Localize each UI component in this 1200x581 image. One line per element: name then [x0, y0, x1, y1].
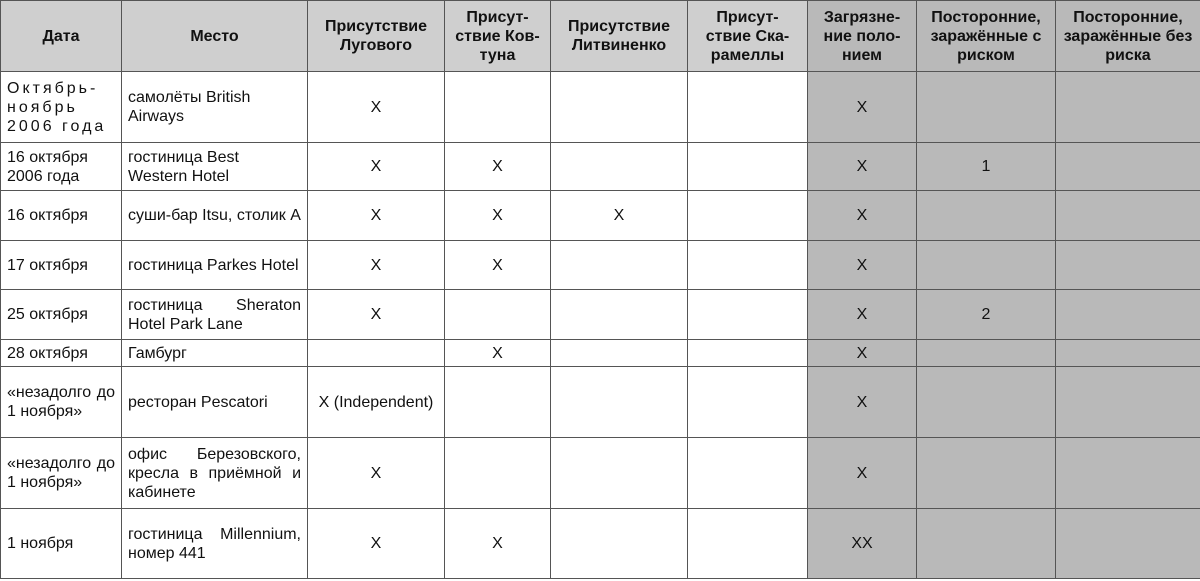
scaramella-cell [688, 438, 808, 509]
date-cell: «незадолго до 1 ноября» [1, 438, 122, 509]
outsiders-risk-cell: 2 [917, 290, 1056, 340]
scaramella-cell [688, 241, 808, 290]
scaramella-cell [688, 72, 808, 143]
place-cell: ресторан Pescatori [122, 367, 308, 438]
outsiders-risk-cell [917, 241, 1056, 290]
table-row [1, 241, 1200, 290]
table-row [1, 367, 1200, 438]
outsiders-risk-cell [917, 340, 1056, 367]
table-header [1, 1, 1200, 72]
date-cell: 28 октября [1, 340, 122, 367]
kovtun-cell [445, 438, 551, 509]
contamination-cell: X [808, 290, 917, 340]
outsiders-no-risk-cell [1056, 367, 1200, 438]
litvinenko-cell [551, 72, 688, 143]
outsiders-no-risk-cell [1056, 191, 1200, 241]
place-cell: гостиница Parkes Hotel [122, 241, 308, 290]
date-cell: 16 октября [1, 191, 122, 241]
outsiders-risk-cell [917, 438, 1056, 509]
scaramella-cell [688, 143, 808, 191]
outsiders-risk-cell [917, 191, 1056, 241]
table-row [1, 340, 1200, 367]
table-row [1, 290, 1200, 340]
date-cell: 17 октября [1, 241, 122, 290]
scaramella-cell [688, 509, 808, 579]
outsiders-no-risk-cell [1056, 438, 1200, 509]
contamination-cell: X [808, 191, 917, 241]
lugovoy-cell: X (Independent) [308, 367, 445, 438]
scaramella-cell [688, 340, 808, 367]
lugovoy-cell: X [308, 438, 445, 509]
header-row [1, 1, 1200, 72]
contamination-cell: X [808, 143, 917, 191]
lugovoy-cell: X [308, 509, 445, 579]
outsiders-risk-cell: 1 [917, 143, 1056, 191]
lugovoy-cell: X [308, 290, 445, 340]
kovtun-cell: X [445, 340, 551, 367]
table-row [1, 143, 1200, 191]
header-outsiders-at-risk: Посторонние, заражённые с риском [917, 1, 1056, 72]
litvinenko-cell [551, 509, 688, 579]
contamination-cell: X [808, 340, 917, 367]
outsiders-risk-cell [917, 509, 1056, 579]
date-cell: 1 ноября [1, 509, 122, 579]
lugovoy-cell [308, 340, 445, 367]
place-cell: гостиница Sheraton Hotel Park Lane [122, 290, 308, 340]
lugovoy-cell: X [308, 72, 445, 143]
lugovoy-cell: X [308, 191, 445, 241]
litvinenko-cell [551, 438, 688, 509]
date-cell: «незадолго до 1 ноября» [1, 367, 122, 438]
outsiders-no-risk-cell [1056, 241, 1200, 290]
table-body [1, 72, 1200, 579]
outsiders-no-risk-cell [1056, 72, 1200, 143]
date-cell: 25 октября [1, 290, 122, 340]
table-row [1, 509, 1200, 579]
outsiders-no-risk-cell [1056, 509, 1200, 579]
litvinenko-cell [551, 143, 688, 191]
table-row [1, 72, 1200, 143]
table-row [1, 438, 1200, 509]
place-cell: гостиница Millennium, номер 441 [122, 509, 308, 579]
header-outsiders-no-risk: Посторонние, заражённые без риска [1056, 1, 1200, 72]
litvinenko-cell [551, 340, 688, 367]
litvinenko-cell [551, 241, 688, 290]
kovtun-cell: X [445, 143, 551, 191]
scaramella-cell [688, 191, 808, 241]
place-cell: Гамбург [122, 340, 308, 367]
contamination-cell: X [808, 438, 917, 509]
outsiders-risk-cell [917, 367, 1056, 438]
date-cell: Октябрь-ноябрь 2006 года [1, 72, 122, 143]
header-polonium-contamination: Загрязне-ние поло-нием [808, 1, 917, 72]
kovtun-cell: X [445, 241, 551, 290]
place-cell: суши-бар Itsu, столик А [122, 191, 308, 241]
place-cell: гостиница Best Western Hotel [122, 143, 308, 191]
header-litvinenko: Присутствие Литвиненко [551, 1, 688, 72]
kovtun-cell: X [445, 509, 551, 579]
contamination-cell: X [808, 367, 917, 438]
kovtun-cell: X [445, 191, 551, 241]
scaramella-cell [688, 290, 808, 340]
lugovoy-cell: X [308, 143, 445, 191]
scaramella-cell [688, 367, 808, 438]
header-date: Дата [1, 1, 122, 72]
outsiders-no-risk-cell [1056, 290, 1200, 340]
place-cell: офис Березовского, кресла в приёмной и кабинете [122, 438, 308, 509]
litvinenko-cell [551, 367, 688, 438]
contamination-cell: X [808, 241, 917, 290]
date-cell: 16 октября 2006 года [1, 143, 122, 191]
contamination-cell: X [808, 72, 917, 143]
place-cell: самолёты British Airways [122, 72, 308, 143]
litvinenko-cell [551, 290, 688, 340]
header-lugovoy: Присутствие Лугового [308, 1, 445, 72]
header-place: Место [122, 1, 308, 72]
kovtun-cell [445, 72, 551, 143]
header-scaramella: Присут-ствие Ска-рамеллы [688, 1, 808, 72]
kovtun-cell [445, 290, 551, 340]
kovtun-cell [445, 367, 551, 438]
header-kovtun: Присут-ствие Ков-туна [445, 1, 551, 72]
outsiders-no-risk-cell [1056, 340, 1200, 367]
lugovoy-cell: X [308, 241, 445, 290]
outsiders-no-risk-cell [1056, 143, 1200, 191]
contamination-cell: XX [808, 509, 917, 579]
table-row [1, 191, 1200, 241]
litvinenko-cell: X [551, 191, 688, 241]
outsiders-risk-cell [917, 72, 1056, 143]
